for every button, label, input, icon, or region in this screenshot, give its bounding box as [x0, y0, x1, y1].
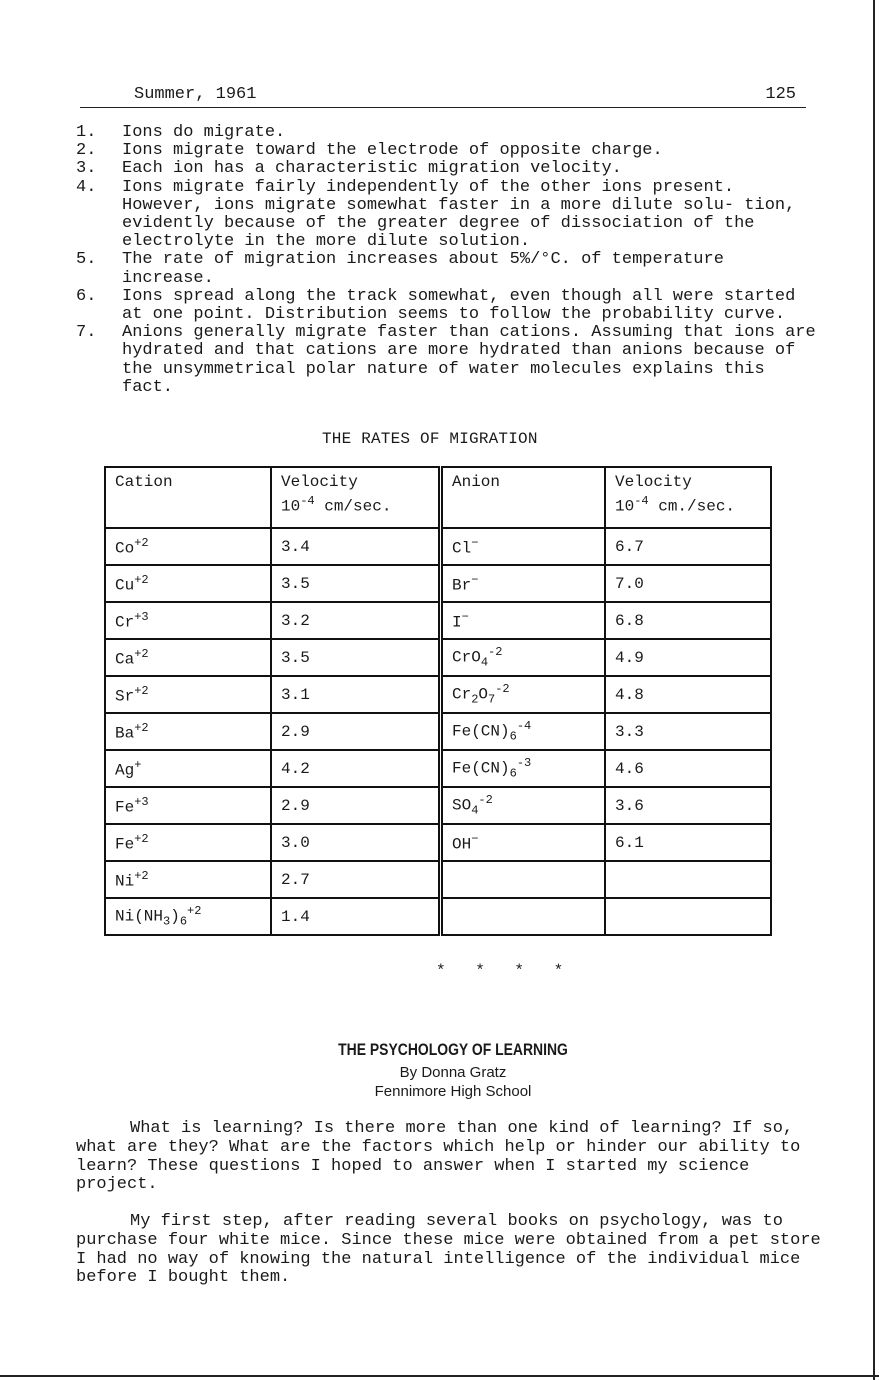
- finding-item: [76, 251, 816, 287]
- cation-cell: $Ni^{+2}$: [105, 861, 271, 898]
- header-cation: Cation: [105, 467, 271, 528]
- anion-velocity-cell: 3.6: [605, 787, 771, 824]
- body-paragraph: My first step, after reading several books on psychology, was to purchase four white mice. Since these mice were obtained from a pet store I had no way of knowing the natural intelligence of the individual mice before I bought them.: [76, 1212, 821, 1288]
- finding-number: 7.: [76, 323, 97, 343]
- finding-item: [76, 288, 816, 324]
- anion-velocity-cell: [605, 861, 771, 898]
- finding-number: 6.: [76, 286, 97, 306]
- header-anion-velocity: Velocity $10^{-4}$ cm./sec.: [605, 467, 771, 528]
- table-row: [105, 639, 771, 676]
- cation-velocity-cell: 2.9: [271, 787, 441, 824]
- table-title: THE RATES OF MIGRATION: [322, 430, 538, 448]
- finding-number: 2.: [76, 141, 97, 161]
- anion-cell: Br−: [441, 565, 606, 602]
- finding-text: Ions migrate fairly independently of the other ions present. However, ions migrate somewhat faster in a more dilute solu- tion, evidently because of the greater degree of dissociation of the electrolyte in the more dilute solution.: [122, 177, 796, 252]
- cation-velocity-cell: 3.5: [271, 639, 441, 676]
- finding-text: The rate of migration increases about 5%/°C. of temperature increase.: [122, 250, 724, 288]
- finding-number: 3.: [76, 159, 97, 179]
- anion-cell: CrO$_4^{-2}$: [441, 639, 606, 676]
- cation-cell: $Co^{+2}$: [105, 528, 271, 565]
- cation-cell: $Fe^{+2}$: [105, 824, 271, 861]
- table-row: [105, 824, 771, 861]
- table-row: [105, 676, 771, 713]
- table-row: [105, 861, 771, 898]
- cation-velocity-cell: 3.0: [271, 824, 441, 861]
- anion-cell: Cl−: [441, 528, 606, 565]
- page-number: 125: [765, 85, 796, 104]
- anion-velocity-cell: 6.8: [605, 602, 771, 639]
- cation-cell: $Cu^{+2}$: [105, 565, 271, 602]
- table-row: [105, 898, 771, 935]
- table-row: [105, 528, 771, 565]
- cation-cell: $Ni(NH_3)_6^{+2}$: [105, 898, 271, 935]
- table-row: [105, 713, 771, 750]
- finding-item: [76, 324, 816, 397]
- cation-velocity-cell: 3.1: [271, 676, 441, 713]
- anion-velocity-cell: 4.9: [605, 639, 771, 676]
- anion-cell: I−: [441, 602, 606, 639]
- finding-number: 5.: [76, 250, 97, 270]
- article-title: THE PSYCHOLOGY OF LEARNING: [338, 1040, 568, 1059]
- anion-velocity-cell: 3.3: [605, 713, 771, 750]
- finding-text: Ions spread along the track somewhat, even though all were started at one point. Distribution seems to follow the probability curve.: [122, 286, 796, 325]
- cation-cell: $Fe^{+3}$: [105, 787, 271, 824]
- finding-number: 4.: [76, 177, 97, 197]
- finding-text: Ions do migrate.: [122, 123, 286, 142]
- finding-item: [76, 179, 816, 252]
- anion-cell: $SO_4^{-2}$: [441, 787, 606, 824]
- finding-text: Ions migrate toward the electrode of opposite charge.: [122, 141, 663, 161]
- article-byline: By Donna Gratz: [399, 1064, 507, 1081]
- finding-text: Anions generally migrate faster than cations. Assuming that ions are hydrated and that cations are more hydrated than anions because of the unsymmetrical polar nature of water molecules explains this fact.: [122, 323, 816, 397]
- cation-cell: Ag+: [105, 750, 271, 787]
- cation-velocity-cell: 2.9: [271, 713, 441, 750]
- findings-list: [76, 124, 816, 397]
- cation-cell: $Cr^{+3}$: [105, 602, 271, 639]
- finding-item: [76, 124, 816, 142]
- cation-cell: $Ba^{+2}$: [105, 713, 271, 750]
- table-row: [105, 565, 771, 602]
- anion-velocity-cell: 4.6: [605, 750, 771, 787]
- anion-velocity-cell: 6.1: [605, 824, 771, 861]
- cation-velocity-cell: 4.2: [271, 750, 441, 787]
- anion-velocity-cell: 4.8: [605, 676, 771, 713]
- header-anion: Anion: [441, 467, 606, 528]
- section-separator: * * * *: [436, 962, 574, 980]
- table-row: [105, 602, 771, 639]
- table-header-row: [105, 467, 771, 528]
- finding-number: 1.: [76, 123, 97, 142]
- anion-velocity-cell: 6.7: [605, 528, 771, 565]
- cation-cell: $Sr^{+2}$: [105, 676, 271, 713]
- cation-velocity-cell: 3.4: [271, 528, 441, 565]
- anion-cell: $Fe(CN)_6^{-3}$: [441, 750, 606, 787]
- table-row: [105, 787, 771, 824]
- anion-cell: $Cr_2O_7^{-2}$: [441, 676, 606, 713]
- cation-velocity-cell: 3.2: [271, 602, 441, 639]
- migration-rates-table: [104, 466, 772, 936]
- cation-cell: $Ca^{+2}$: [105, 639, 271, 676]
- anion-velocity-cell: 7.0: [605, 565, 771, 602]
- finding-text: Each ion has a characteristic migration velocity.: [122, 159, 622, 179]
- page-edge-bottom: [0, 1375, 879, 1377]
- article-school: Fennimore High School: [374, 1083, 532, 1100]
- body-paragraph: What is learning? Is there more than one kind of learning? If so, what are they? What are the factors which help or hinder our ability to learn? These questions I hoped to answer when I started my science project.: [76, 1119, 801, 1195]
- anion-cell: [441, 861, 606, 898]
- header-season: Summer, 1961: [134, 85, 257, 104]
- cation-velocity-cell: 1.4: [271, 898, 441, 935]
- anion-velocity-cell: [605, 898, 771, 935]
- table-row: [105, 750, 771, 787]
- cation-velocity-cell: 3.5: [271, 565, 441, 602]
- cation-velocity-cell: 2.7: [271, 861, 441, 898]
- anion-cell: $Fe(CN)_6^{-4}$: [441, 713, 606, 750]
- finding-item: [76, 142, 816, 160]
- page-edge-right: [873, 0, 875, 1380]
- running-header: [80, 85, 806, 108]
- anion-cell: OH−: [441, 824, 606, 861]
- anion-cell: [441, 898, 606, 935]
- finding-item: [76, 160, 816, 178]
- header-cation-velocity: Velocity $10^{-4}$ cm/sec.: [271, 467, 441, 528]
